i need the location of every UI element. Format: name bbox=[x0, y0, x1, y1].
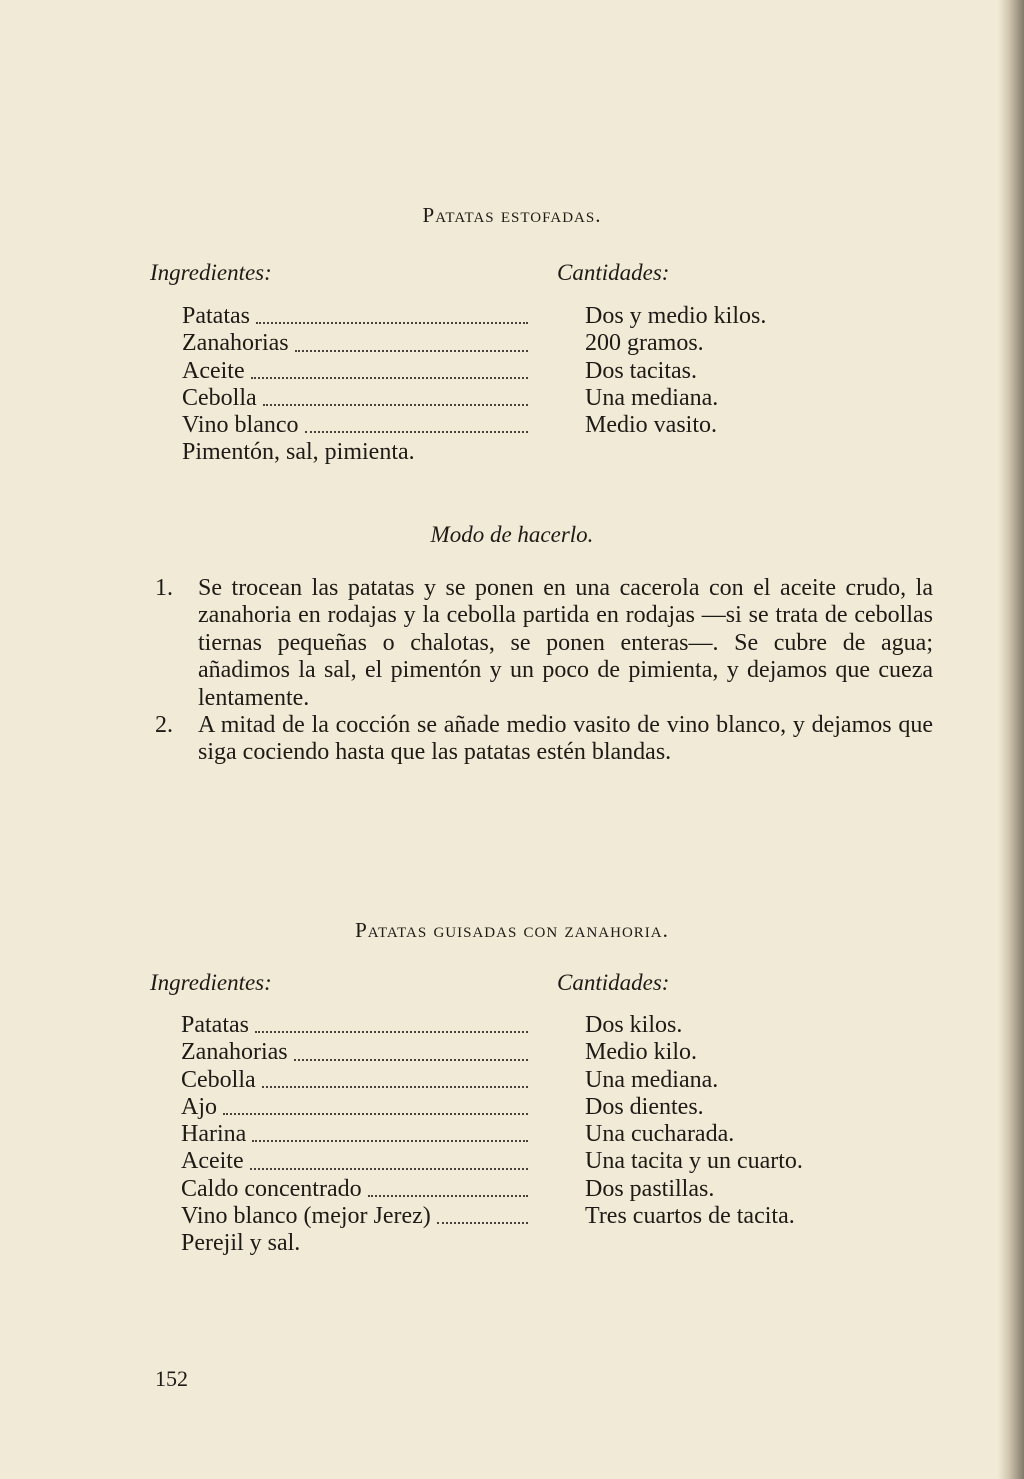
ingredient-row bbox=[182, 439, 528, 466]
ingredient-name: Aceite bbox=[181, 1148, 244, 1175]
quantity-item: Una tacita y un cuarto. bbox=[585, 1148, 803, 1175]
ingredient-row bbox=[181, 1039, 528, 1066]
ingredient-name: Aceite bbox=[182, 357, 245, 384]
recipe-1-quantities-header: Cantidades: bbox=[557, 260, 670, 285]
dot-leader bbox=[295, 350, 528, 352]
quantity-item: Medio kilo. bbox=[585, 1039, 697, 1066]
ingredient-name: Patatas bbox=[181, 1012, 249, 1038]
method-steps bbox=[155, 575, 933, 767]
recipe-2-ingredient-list bbox=[181, 1012, 528, 1258]
dot-leader bbox=[251, 377, 528, 379]
dot-leader bbox=[263, 404, 528, 406]
dot-leader bbox=[252, 1140, 528, 1142]
quantity-item: Dos pastillas. bbox=[585, 1175, 715, 1202]
step-text: A mitad de la cocción se añade medio vasito de vino blanco, y dejamos que siga cociendo hasta que las patatas estén blandas. bbox=[198, 712, 933, 766]
quantity-item: Una mediana. bbox=[585, 384, 719, 411]
quantity-item: Una mediana. bbox=[585, 1066, 719, 1093]
quantity-item: Dos tacitas. bbox=[585, 357, 697, 384]
dot-leader bbox=[223, 1113, 528, 1115]
ingredient-row bbox=[182, 303, 528, 330]
dot-leader bbox=[250, 1168, 528, 1170]
dot-leader bbox=[437, 1222, 528, 1224]
recipe-2-quantity-list bbox=[585, 1012, 803, 1230]
ingredient-row bbox=[181, 1067, 528, 1094]
dot-leader bbox=[294, 1059, 528, 1061]
recipe-1-title: Patatas estofadas. bbox=[422, 203, 602, 227]
method-step bbox=[155, 712, 933, 767]
ingredient-name: Ajo bbox=[181, 1093, 217, 1120]
ingredient-row bbox=[181, 1203, 528, 1230]
step-number: 1. bbox=[155, 575, 173, 601]
ingredient-row bbox=[182, 412, 528, 439]
dot-leader bbox=[255, 1031, 528, 1033]
recipe-1-ingredient-list bbox=[182, 303, 528, 467]
ingredient-row bbox=[181, 1176, 528, 1203]
ingredient-row bbox=[181, 1012, 528, 1039]
ingredient-row bbox=[181, 1094, 528, 1121]
dot-leader bbox=[305, 431, 528, 433]
method-header: Modo de hacerlo. bbox=[430, 522, 594, 547]
quantity-item: Dos y medio kilos. bbox=[585, 303, 767, 329]
ingredient-row bbox=[181, 1148, 528, 1175]
ingredient-row bbox=[182, 330, 528, 357]
ingredient-name: Cebolla bbox=[182, 384, 257, 411]
quantity-item: 200 gramos. bbox=[585, 330, 704, 357]
recipe-1-quantity-list bbox=[585, 303, 766, 439]
dot-leader bbox=[368, 1195, 528, 1197]
quantity-item: Medio vasito. bbox=[585, 412, 717, 439]
quantity-item: Dos kilos. bbox=[585, 1012, 683, 1038]
step-text: Se trocean las patatas y se ponen en una cacerola con el aceite crudo, la zanahoria en rodajas y la cebolla partida en rodajas —si se trata de cebollas tiernas pequeñas o chalotas, se ponen enteras—. Se cubre de agua; añadimos la sal, el pimentón y un poco de pimienta, y dejamos que cueza lentamente. bbox=[198, 575, 933, 711]
recipe-1-ingredients-header: Ingredientes: bbox=[150, 260, 272, 285]
method-step bbox=[155, 575, 933, 712]
ingredient-name: Vino blanco (mejor Jerez) bbox=[181, 1203, 431, 1230]
recipe-2-title: Patatas guisadas con zanahoria. bbox=[355, 918, 669, 942]
quantity-item: Una cucharada. bbox=[585, 1121, 735, 1148]
ingredient-name: Harina bbox=[181, 1121, 247, 1148]
ingredient-row bbox=[182, 358, 528, 385]
quantity-item: Tres cuartos de tacita. bbox=[585, 1203, 795, 1230]
dot-leader bbox=[256, 322, 528, 324]
ingredient-name: Vino blanco bbox=[182, 412, 299, 439]
recipe-2-ingredients-header: Ingredientes: bbox=[150, 970, 272, 995]
step-number: 2. bbox=[155, 712, 173, 739]
ingredient-name: Pimentón, sal, pimienta. bbox=[182, 439, 415, 466]
ingredient-row bbox=[182, 385, 528, 412]
ingredient-row bbox=[181, 1230, 528, 1257]
ingredient-name: Zanahorias bbox=[181, 1039, 288, 1066]
quantity-item: Dos dientes. bbox=[585, 1093, 704, 1120]
ingredient-name: Patatas bbox=[182, 303, 250, 329]
page-number: 152 bbox=[155, 1366, 188, 1391]
dot-leader bbox=[262, 1086, 528, 1088]
ingredient-name: Caldo concentrado bbox=[181, 1175, 362, 1202]
ingredient-name: Perejil y sal. bbox=[181, 1230, 301, 1257]
ingredient-row bbox=[181, 1121, 528, 1148]
ingredient-name: Cebolla bbox=[181, 1066, 256, 1093]
ingredient-name: Zanahorias bbox=[182, 330, 289, 357]
recipe-2-quantities-header: Cantidades: bbox=[557, 970, 670, 995]
